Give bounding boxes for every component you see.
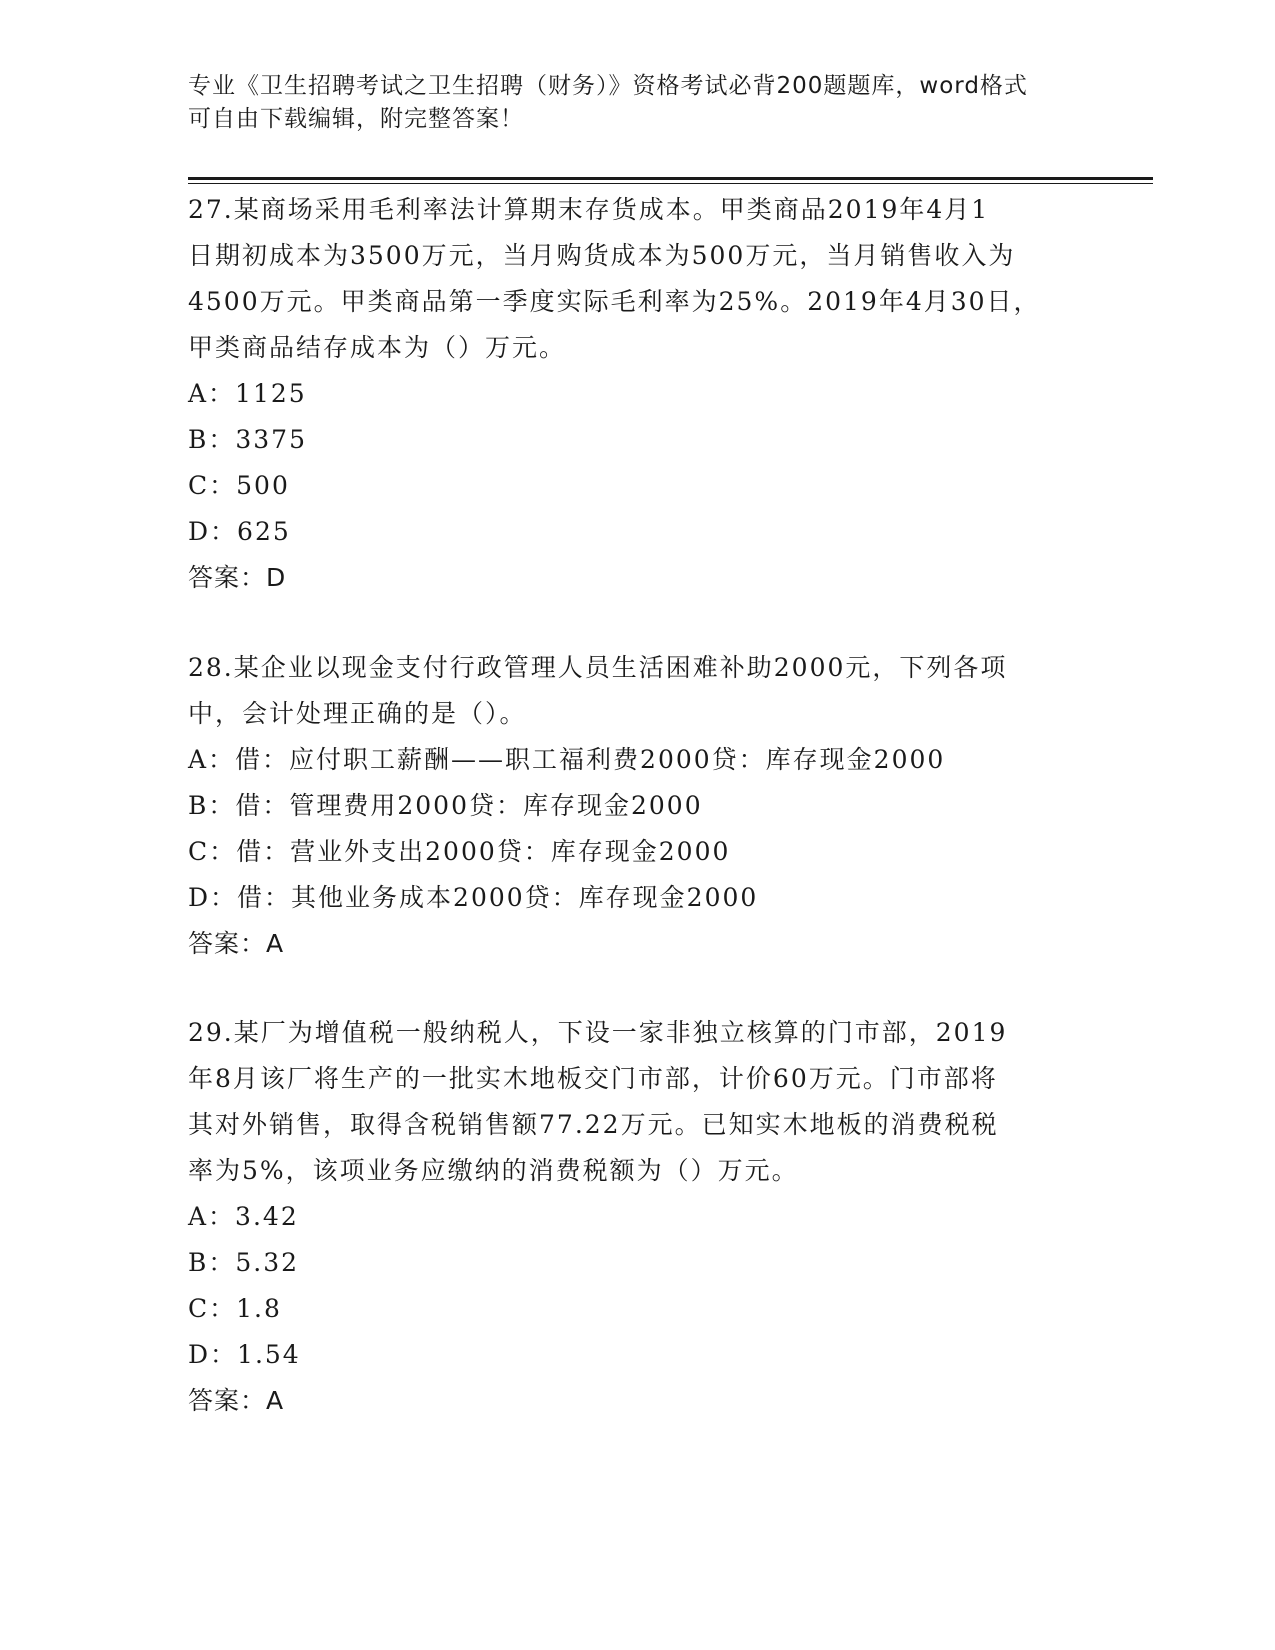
question-stem-line: 4500万元。甲类商品第一季度实际毛利率为25%。2019年4月30日， — [188, 287, 1041, 316]
option-a: A：借：应付职工薪酬——职工福利费2000贷：库存现金2000 — [188, 745, 946, 774]
question-stem-line: 年8月该厂将生产的一批实木地板交门市部，计价60万元。门市部将 — [188, 1064, 998, 1093]
option-d: D：1.54 — [188, 1340, 301, 1369]
option-b: B：5.32 — [188, 1248, 300, 1277]
question-stem-line: 27.某商场采用毛利率法计算期末存货成本。甲类商品2019年4月1 — [188, 195, 990, 224]
question-28 — [188, 645, 1088, 967]
document-header — [188, 70, 1068, 136]
question-stem-line: 28.某企业以现金支付行政管理人员生活困难补助2000元，下列各项 — [188, 653, 1008, 682]
answer-line: 答案：A — [188, 929, 285, 958]
option-b: B：借：管理费用2000贷：库存现金2000 — [188, 791, 703, 820]
question-stem-line: 甲类商品结存成本为（）万元。 — [188, 333, 567, 362]
option-c: C：1.8 — [188, 1294, 282, 1323]
option-b: B：3375 — [188, 425, 307, 454]
option-c: C：借：营业外支出2000贷：库存现金2000 — [188, 837, 731, 866]
option-d: D：625 — [188, 517, 291, 546]
question-stem-line: 其对外销售，取得含税销售额77.22万元。已知实木地板的消费税税 — [188, 1110, 999, 1139]
header-line-2: 可自由下载编辑，附完整答案！ — [188, 106, 524, 132]
question-29 — [188, 1010, 1088, 1424]
header-line-1: 专业《卫生招聘考试之卫生招聘（财务）》资格考试必背200题题库，word格式 — [188, 73, 1028, 99]
option-a: A：1125 — [188, 379, 307, 408]
answer-line: 答案：A — [188, 1386, 285, 1415]
question-stem-line: 中，会计处理正确的是（）。 — [188, 699, 527, 728]
option-d: D：借：其他业务成本2000贷：库存现金2000 — [188, 883, 759, 912]
header-divider-thick — [188, 177, 1153, 180]
option-a: A：3.42 — [188, 1202, 299, 1231]
header-divider-thin — [188, 183, 1153, 184]
option-c: C：500 — [188, 471, 290, 500]
question-stem-line: 率为5%，该项业务应缴纳的消费税额为（）万元。 — [188, 1156, 799, 1185]
question-stem-line: 日期初成本为3500万元，当月购货成本为500万元，当月销售收入为 — [188, 241, 1016, 270]
question-stem-line: 29.某厂为增值税一般纳税人，下设一家非独立核算的门市部，2019 — [188, 1018, 1008, 1047]
question-27 — [188, 187, 1088, 601]
answer-line: 答案：D — [188, 563, 287, 592]
